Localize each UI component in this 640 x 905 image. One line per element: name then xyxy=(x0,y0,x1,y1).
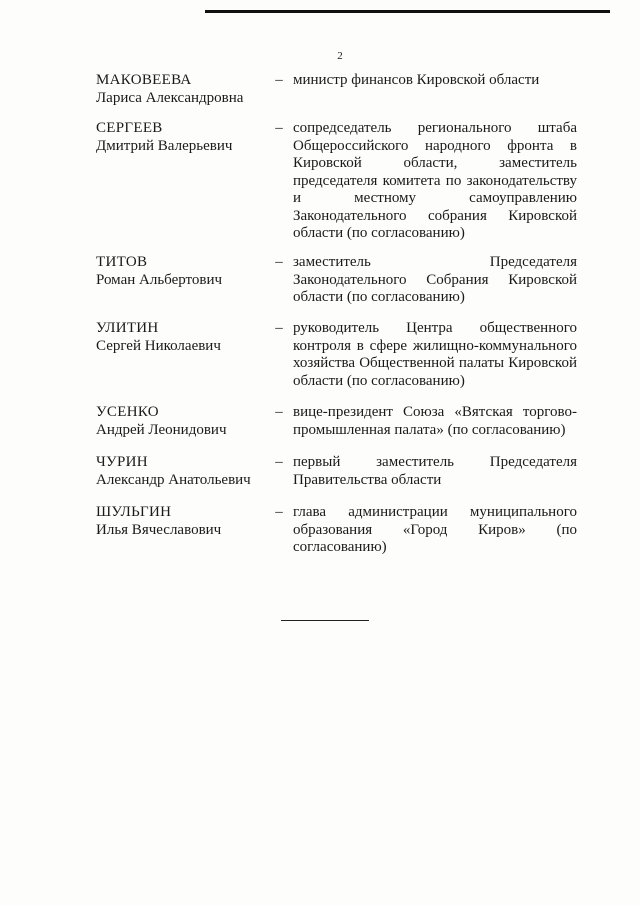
member-role: заместитель Председателя Законодательного Собрания Кировской области (по согласованию) xyxy=(293,254,577,305)
member-name xyxy=(96,320,271,355)
member-given-names: Сергей Николаевич xyxy=(96,337,221,354)
member-given-names: Роман Альбертович xyxy=(96,271,223,288)
member-given-names: Лариса Александровна xyxy=(96,89,244,106)
member-role: первый заместитель Председателя Правительства области xyxy=(293,454,577,488)
member-name xyxy=(96,72,271,107)
dash-separator: – xyxy=(275,404,283,420)
page-number: 2 xyxy=(337,50,343,62)
member-role: министр финансов Кировской области xyxy=(293,72,540,88)
member-given-names: Илья Вячеславович xyxy=(96,521,222,538)
member-surname: УЛИТИН xyxy=(96,320,159,336)
dash-separator: – xyxy=(275,254,283,270)
member-role: вице-президент Союза «Вятская торгово-промышленная палата» (по согласованию) xyxy=(293,404,577,438)
top-rule xyxy=(205,10,610,13)
member-surname: СЕРГЕЕВ xyxy=(96,120,163,136)
dash-separator: – xyxy=(275,120,283,136)
member-surname: ТИТОВ xyxy=(96,254,148,270)
member-given-names: Андрей Леонидович xyxy=(96,421,227,438)
member-surname: ЧУРИН xyxy=(96,454,148,470)
member-name xyxy=(96,120,271,155)
member-name xyxy=(96,254,271,289)
member-role: глава администрации муниципального образования «Город Киров» (по согласованию) xyxy=(293,504,577,555)
member-name xyxy=(96,404,271,439)
member-name xyxy=(96,454,271,489)
dash-separator: – xyxy=(275,320,283,336)
member-role: руководитель Центра общественного контроля в сфере жилищно-коммунального хозяйства Общественной палаты Кировской области (по согласованию) xyxy=(293,320,577,389)
closing-rule xyxy=(281,620,369,621)
member-given-names: Александр Анатольевич xyxy=(96,471,251,488)
member-surname: МАКОВЕЕВА xyxy=(96,72,192,88)
member-surname: ШУЛЬГИН xyxy=(96,504,172,520)
dash-separator: – xyxy=(275,72,283,88)
dash-separator: – xyxy=(275,454,283,470)
member-surname: УСЕНКО xyxy=(96,404,159,420)
member-name xyxy=(96,504,271,539)
member-role: сопредседатель регионального штаба Общероссийского народного фронта в Кировской области, заместитель председателя комитета по законодательству и местному самоуправлению Законодательного собрания Кировской области (по согласованию) xyxy=(293,120,577,241)
dash-separator: – xyxy=(275,504,283,520)
member-given-names: Дмитрий Валерьевич xyxy=(96,137,233,154)
